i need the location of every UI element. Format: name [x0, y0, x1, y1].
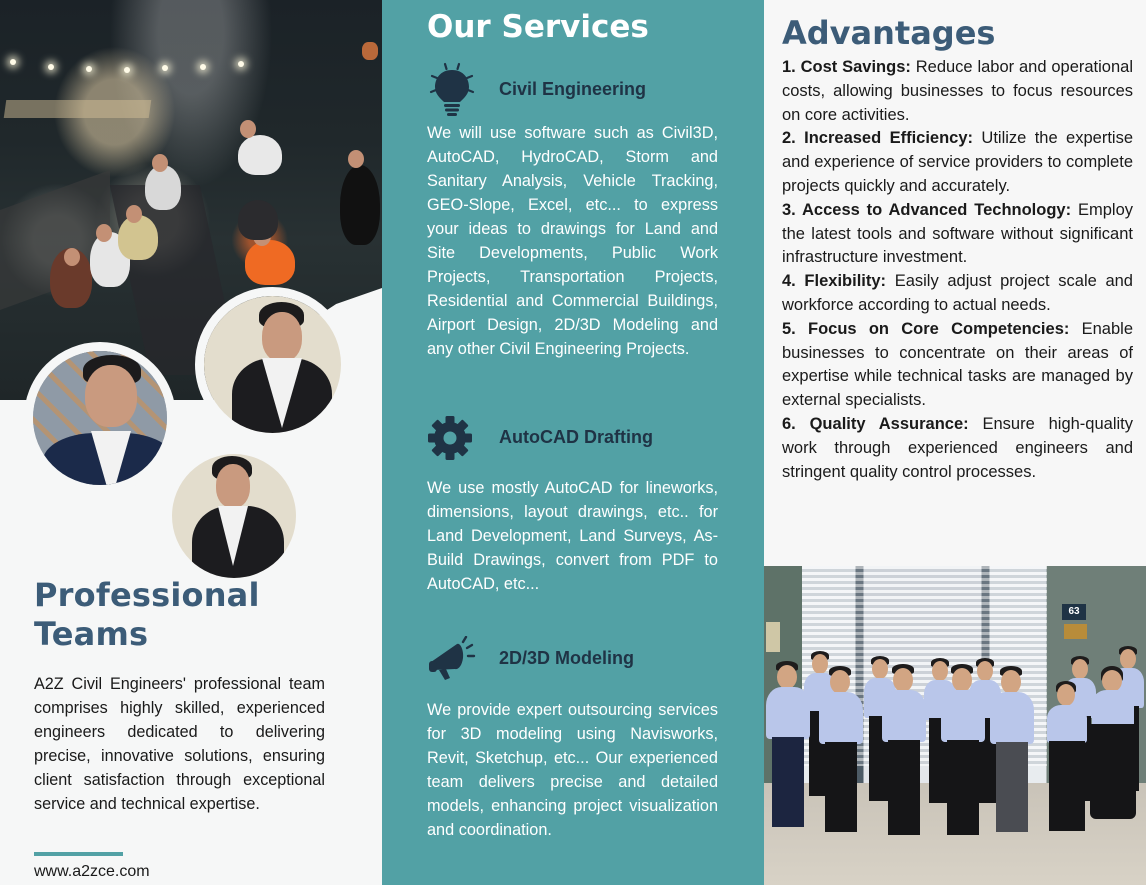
service-description: We use mostly AutoCAD for lineworks, dimensions, layout drawings, etc.. for Land Development, Land Surveys, As-Build Drawings, convert from PDF to AutoCAD, etc... [427, 479, 718, 593]
advantage-text: Utilize the expertise and experience of service providers to complete projects quickly and accurately. [782, 129, 1133, 195]
advantage-text: Enable businesses to concentrate on their areas of expertise while technical tasks are managed by external specialists. [782, 319, 1133, 410]
services-title: Our Services [427, 9, 649, 45]
advantage-label: 2. Increased Efficiency: [782, 129, 974, 148]
advantages-title: Advantages [782, 14, 996, 52]
advantage-item [782, 127, 1133, 198]
service-heading: AutoCAD Drafting [499, 427, 653, 447]
our-services-panel [382, 0, 764, 885]
portrait-engineer-2 [24, 342, 176, 494]
advantage-text: Easily adjust project scale and workforce according to actual needs. [782, 272, 1133, 314]
portrait-engineer-3 [163, 445, 305, 587]
intercom [766, 622, 780, 652]
advantage-label: 5. Focus on Core Competencies: [782, 319, 1070, 338]
service-description: We will use software such as Civil3D, AutoCAD, HydroCAD, Storm and Sanitary Analysis, Vehicle Tracking, GEO-Slope, Excel, etc... to express your ideas to drawings for Land and Site Developments, Public Work Projects, Transportation Projects, Residential and Commercial Buildings, Airport Design, 2D/3D Modeling and any other Civil Engineering Projects. [427, 124, 718, 358]
title-line-1: Professional [34, 576, 260, 614]
advantage-label: 3. Access to Advanced Technology: [782, 200, 1072, 219]
website-link[interactable]: www.a2zce.com [34, 863, 150, 880]
advantage-label: 1. Cost Savings: [782, 58, 911, 76]
advantage-item [782, 56, 1133, 127]
advantage-item [782, 413, 1133, 484]
megaphone-icon [427, 636, 477, 686]
advantage-label: 6. Quality Assurance: [782, 414, 969, 433]
service-heading: Civil Engineering [499, 79, 647, 99]
advantages-panel [764, 0, 1146, 885]
professional-teams-title [34, 576, 354, 654]
gear-icon [427, 415, 477, 465]
advantage-text: Reduce labor and operational costs, allowing businesses to focus resources on core activities. [782, 58, 1133, 124]
team-group-photo [764, 566, 1146, 885]
advantage-label: 4. Flexibility: [782, 272, 887, 291]
advantage-item [782, 270, 1133, 318]
lightbulb-icon [427, 62, 477, 112]
advantage-text: Ensure high-quality work through experienced engineers and stringent quality control processes. [782, 414, 1133, 481]
company-sign [1064, 624, 1087, 639]
team-description: A2Z Civil Engineers' professional team comprises highly skilled, experienced engineers dedicated to delivering precise, innovative solutions, ensuring client satisfaction through exceptional service and technical expertise. [34, 675, 325, 813]
advantage-item [782, 318, 1133, 413]
title-line-2: Teams [34, 615, 149, 653]
advantages-list [782, 56, 1133, 484]
string-lights [0, 55, 270, 75]
service-heading: 2D/3D Modeling [499, 648, 635, 668]
professional-teams-panel [0, 0, 382, 885]
advantage-text: Employ the latest tools and software without significant infrastructure investment. [782, 200, 1133, 267]
portrait-engineer-1 [195, 287, 350, 442]
house-number-plate: 63 [1062, 604, 1086, 620]
service-description: We provide expert outsourcing services for 3D modeling using Navisworks, Revit, Sketchup, etc... Our experienced team delivers precise and detailed models, enhancing project visualization and coordination. [427, 701, 718, 839]
advantage-item [782, 199, 1133, 270]
accent-divider [34, 852, 123, 856]
